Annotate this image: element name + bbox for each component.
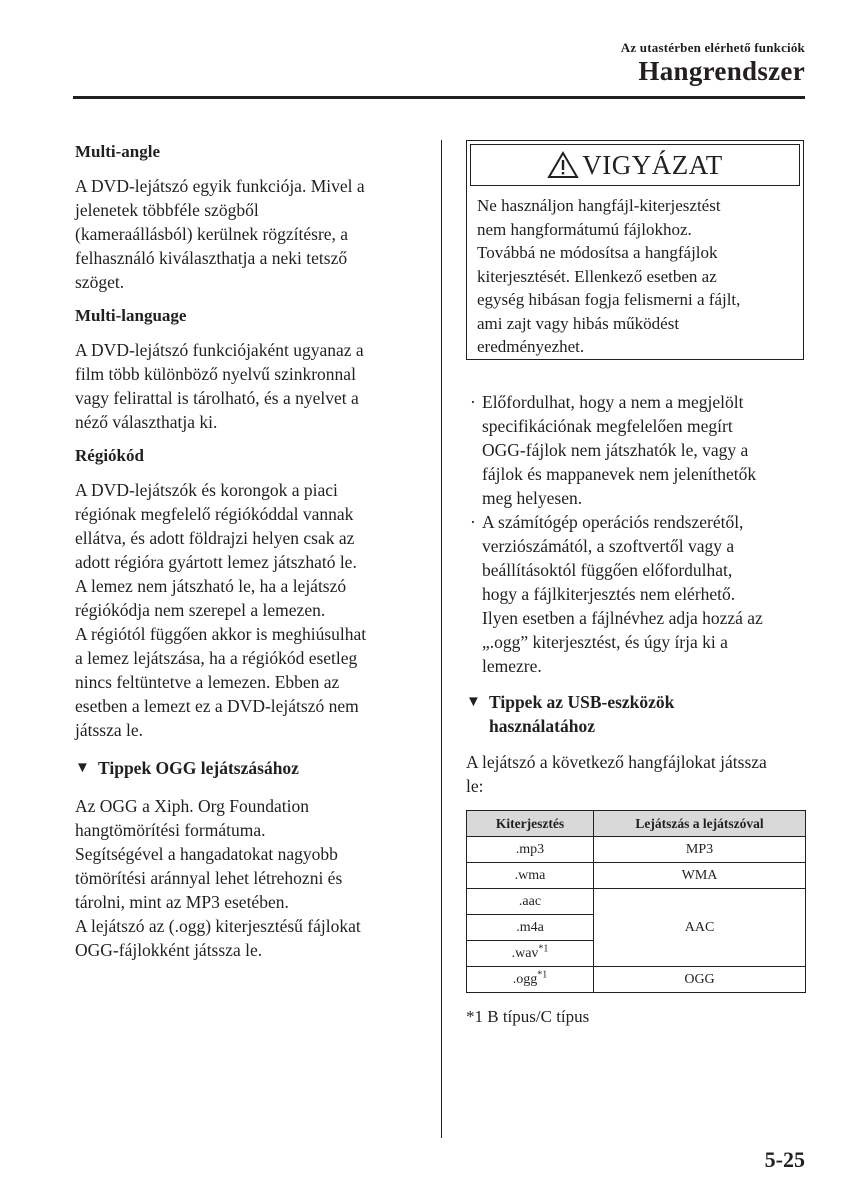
table-cell-extension: .mp3 [467, 837, 594, 863]
column-divider [441, 140, 442, 1138]
text-line: Ilyen esetben a fájlnévhez adja hozzá az [482, 608, 763, 628]
text-line: játssza le. [75, 720, 144, 740]
multi-language-heading: Multi-language [75, 306, 187, 325]
text-line: ami zajt vagy hibás működést [477, 313, 680, 333]
text-line: jelenetek többféle szögből [75, 200, 259, 220]
text-line: fájlok és mappanevek nem jeleníthetők [482, 464, 757, 484]
text-line: néző választhatja ki. [75, 412, 218, 432]
text-line: A DVD-lejátszó funkciójaként ugyanaz a [75, 340, 364, 360]
usb-tips-heading-text: használatához [489, 716, 595, 736]
multi-language-text [75, 338, 425, 434]
warning-triangle-icon [547, 151, 579, 179]
text-line: kiterjesztését. Ellenkező esetben az [477, 266, 717, 286]
page-title: Hangrendszer [638, 56, 805, 86]
text-line: adott régióra gyártott lemez játszható le. [75, 552, 357, 572]
footnote-marker: *1 [538, 942, 549, 954]
warning-title: VIGYÁZAT [582, 150, 723, 180]
usb-tips-heading-text: Tippek az USB-eszközök [489, 692, 675, 712]
text-line: felhasználó kiválaszthatja a neki tetsző [75, 248, 348, 268]
text-line: A régiótól függően akkor is meghiúsulhat [75, 624, 367, 644]
list-item [466, 390, 808, 510]
table-cell-extension: .wma [467, 863, 594, 889]
usb-intro-text [466, 750, 808, 798]
triangle-down-icon: ▼ [75, 760, 90, 776]
bullet-dot-icon: · [470, 512, 476, 532]
text-line: Továbbá ne módosítsa a hangfájlok [477, 243, 718, 262]
text-line: tömörítési aránnyal lehet létrehozni és [75, 868, 343, 888]
usb-tips-heading [466, 690, 808, 738]
table-cell-extension: .m4a [467, 915, 594, 941]
text-line: A számítógép operációs rendszerétől, [482, 512, 744, 532]
text-line: Ne használjon hangfájl-kiterjesztést [477, 196, 721, 215]
table-header-playback: Lejátszás a lejátszóval [594, 811, 806, 837]
bullet-dot-icon: · [470, 392, 476, 412]
text-line: a lemez lejátszása, ha a régiókód esetleg [75, 648, 358, 668]
text-line: meg helyesen. [482, 488, 583, 508]
text-line: hogy a fájlkiterjesztés nem elérhető. [482, 584, 736, 604]
text-line: Az OGG a Xiph. Org Foundation [75, 796, 309, 816]
right-column [466, 140, 808, 1029]
table-row [467, 863, 806, 889]
table-row [467, 837, 806, 863]
text-line: Előfordulhat, hogy a nem a megjelölt [482, 392, 744, 412]
header-rule [73, 96, 805, 99]
text-line: lemezre. [482, 656, 542, 676]
text-line: szöget. [75, 272, 125, 292]
text-line: hangtömörítési formátuma. [75, 820, 266, 840]
table-cell-extension: .ogg$^{*1}$ [467, 967, 594, 993]
multi-angle-heading: Multi-angle [75, 142, 160, 161]
text-line: OGG-fájlok nem játszhatók le, vagy a [482, 440, 749, 460]
table-cell-format: OGG [594, 967, 806, 993]
text-line: OGG-fájlokként játssza le. [75, 940, 263, 960]
text-line: beállításoktól függően előfordulhat, [482, 560, 733, 580]
table-row [467, 889, 806, 915]
region-code-text [75, 478, 425, 742]
list-item [466, 510, 808, 678]
file-extension-table [466, 810, 806, 993]
table-cell-extension: .aac [467, 889, 594, 915]
text-line: régiókódja nem szerepel a lemezen. [75, 600, 326, 620]
footnote-marker: *1 [537, 968, 548, 980]
text-line: esetben a lemezt ez a DVD-lejátszó nem [75, 696, 359, 716]
text-line: A lejátszó az (.ogg) kiterjesztésű fájlokat [75, 916, 361, 936]
text-line: A lemez nem játszható le, ha a lejátszó [75, 576, 347, 596]
table-cell-format: MP3 [594, 837, 806, 863]
text-line: eredményezhet. [477, 337, 585, 356]
ogg-text [75, 794, 425, 962]
text-line: ellátva, és adott földrajzi helyen csak az [75, 528, 355, 548]
table-footnote: *1 B típus/C típus [466, 1007, 590, 1026]
table-cell-format: AAC [594, 889, 806, 967]
text-line: le: [466, 776, 484, 796]
table-cell-extension: .wav$^{*1}$ [467, 941, 594, 967]
text-line: Segítségével a hangadatokat nagyobb [75, 844, 338, 864]
bullet-list [466, 390, 808, 678]
ogg-tips-heading-text: Tippek OGG lejátszásához [98, 758, 299, 778]
multi-angle-text [75, 174, 425, 294]
text-line: nincs feltüntetve a lemezen. Ebben az [75, 672, 340, 692]
warning-header [470, 144, 800, 186]
text-line: specifikációnak megfelelően megírt [482, 416, 733, 436]
text-line: (kameraállásból) kerülnek rögzítésre, a [75, 224, 349, 244]
text-line: „.ogg” kiterjesztést, és úgy írja ki a [482, 632, 728, 652]
text-line: A lejátszó a következő hangfájlokat játssza [466, 752, 767, 772]
table-header-extension: Kiterjesztés [467, 811, 594, 837]
text-line: vagy felirattal is tárolható, és a nyelvet a [75, 388, 359, 408]
table-cell-format: WMA [594, 863, 806, 889]
table-header-row [467, 811, 806, 837]
text-line: verziószámától, a szoftvertől vagy a [482, 536, 735, 556]
text-line: A DVD-lejátszó egyik funkciója. Mivel a [75, 176, 365, 196]
text-line: egység hibásan fogja felismerni a fájlt, [477, 290, 741, 309]
text-line: tárolni, mint az MP3 esetében. [75, 892, 289, 912]
ogg-tips-heading [75, 756, 425, 780]
text-line: film több különböző nyelvű szinkronnal [75, 364, 356, 384]
page-number: 5-25 [764, 1147, 805, 1172]
text-line: nem hangformátumú fájlokhoz. [477, 219, 692, 239]
triangle-down-icon: ▼ [466, 694, 481, 710]
header-section-title: Az utastérben elérhető funkciók [620, 40, 805, 55]
text-line: A DVD-lejátszók és korongok a piaci [75, 480, 338, 500]
text-line: régiónak megfelelő régiókóddal vannak [75, 504, 354, 524]
table-row [467, 967, 806, 993]
warning-box [466, 140, 804, 360]
warning-text [467, 186, 803, 359]
left-column [75, 140, 425, 972]
region-code-heading: Régiókód [75, 446, 144, 465]
